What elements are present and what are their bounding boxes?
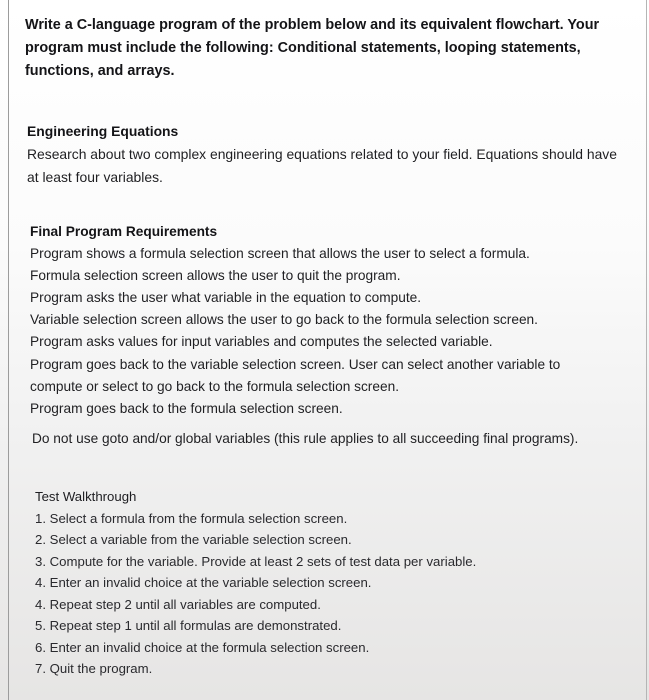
requirement-item: Formula selection screen allows the user to quit the program. xyxy=(30,268,401,284)
engineering-equations-section xyxy=(27,120,627,189)
requirement-item: Program shows a formula selection screen that allows the user to select a formula. xyxy=(30,246,530,262)
no-goto-note: Do not use goto and/or global variables (this rule applies to all succeeding final programs). xyxy=(32,431,579,446)
requirement-item: Program goes back to the formula selection screen. xyxy=(30,400,343,416)
requirements-note xyxy=(32,428,628,450)
page-border-right xyxy=(646,0,647,700)
assignment-instructions xyxy=(25,14,615,83)
walkthrough-step: 4. Repeat step 2 until all variables are computed. xyxy=(35,596,321,612)
engineering-equations-heading: Engineering Equations xyxy=(27,123,179,139)
walkthrough-step: 5. Repeat step 1 until all formulas are demonstrated. xyxy=(35,618,342,633)
test-walkthrough-section xyxy=(35,486,615,680)
requirement-item: Program asks values for input variables and computes the selected variable. xyxy=(30,334,493,350)
walkthrough-step: 2. Select a variable from the variable selection screen. xyxy=(35,532,352,547)
requirement-item: Program asks the user what variable in the equation to compute. xyxy=(30,290,422,306)
walkthrough-step: 1. Select a formula from the formula selection screen. xyxy=(35,510,348,526)
requirement-item: Program goes back to the variable selection screen. User can select another variable to compute or select to go back to the formula selection screen. xyxy=(30,356,561,394)
requirements-heading: Final Program Requirements xyxy=(30,224,218,239)
test-walkthrough-heading: Test Walkthrough xyxy=(35,489,137,504)
walkthrough-step: 6. Enter an invalid choice at the formula selection screen. xyxy=(35,639,370,655)
engineering-equations-body: Research about two complex engineering equations related to your field. Equations should have at least four variables. xyxy=(27,146,617,185)
page-border-left xyxy=(8,0,9,700)
walkthrough-step: 4. Enter an invalid choice at the variable selection screen. xyxy=(35,575,372,590)
instructions-text: Write a C-language program of the problem below and its equivalent flowchart. Your program must include the following: Conditional statements, looping statements, functions, and arrays. xyxy=(25,17,600,79)
final-program-requirements-section xyxy=(30,221,626,420)
requirement-item: Variable selection screen allows the user to go back to the formula selection screen. xyxy=(30,312,538,328)
walkthrough-step: 3. Compute for the variable. Provide at least 2 sets of test data per variable. xyxy=(35,553,477,569)
walkthrough-step: 7. Quit the program. xyxy=(35,661,153,676)
